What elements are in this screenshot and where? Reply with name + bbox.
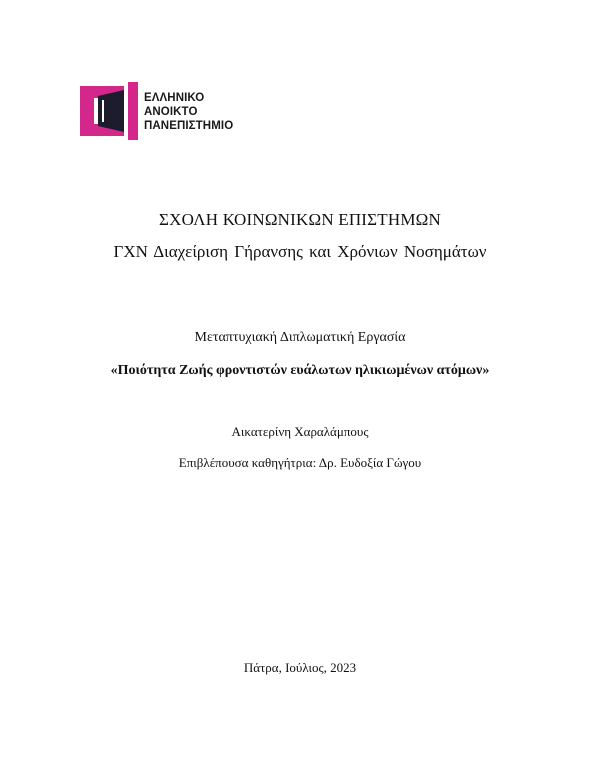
- university-logo: [80, 82, 250, 140]
- logo-line-1: ΕΛΛΗΝΙΚΟ: [144, 92, 205, 104]
- author-name: Αικατερίνη Χαραλάμπους: [231, 424, 369, 439]
- school-name: ΣΧΟΛΗ ΚΟΙΝΩΝΙΚΩΝ ΕΠΙΣΤΗΜΩΝ: [159, 210, 441, 229]
- supervisor-line: Επιβλέπουσα καθηγήτρια: Δρ. Ευδοξία Γώγου: [178, 455, 422, 470]
- thesis-title: «Ποιότητα Ζωής φροντιστών ευάλωτων ηλικιωμένων ατόμων»: [110, 363, 490, 378]
- university-logo-text: [144, 91, 233, 133]
- university-logo-icon: [80, 82, 140, 140]
- logo-line-3: ΠΑΝΕΠΙΣΤΗΜΙΟ: [144, 120, 234, 132]
- program-name: ΓΧΝ Διαχείριση Γήρανσης και Χρόνιων Νοσημάτων: [113, 242, 487, 261]
- logo-line-2: ΑΝΟΙΚΤΟ: [144, 106, 198, 118]
- place-date: Πάτρα, Ιούλιος, 2023: [243, 660, 357, 675]
- thesis-type: Μεταπτυχιακή Διπλωματική Εργασία: [194, 330, 406, 345]
